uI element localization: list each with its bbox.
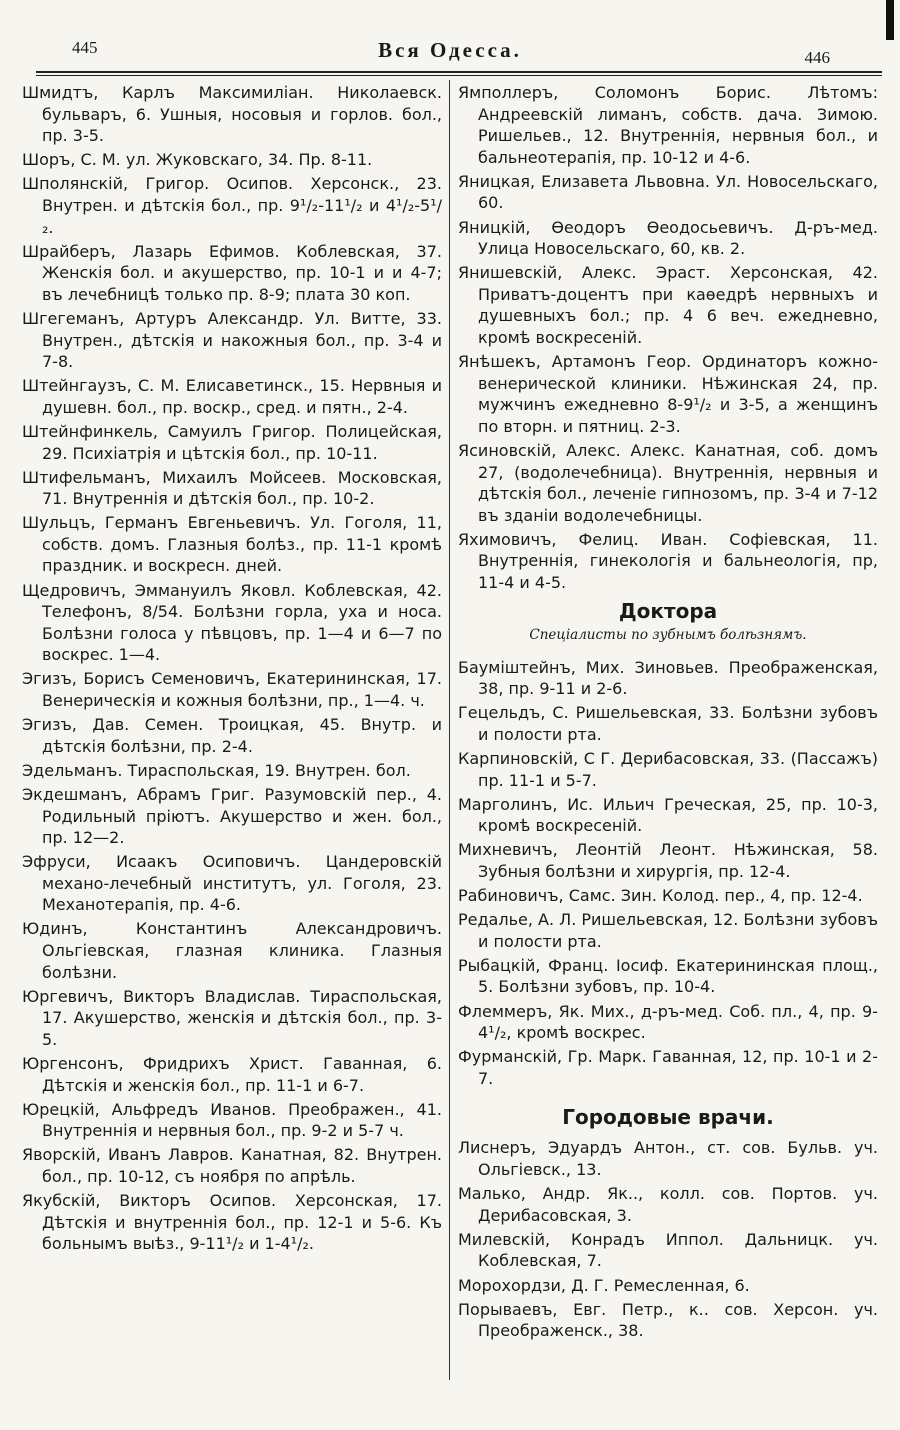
directory-entry: Штейнгаузъ, С. М. Елисаветинск., 15. Нервныя и душевн. бол., пр. воскр., сред. и пятн., 2-4. [22, 376, 442, 417]
directory-entry: Ямполлеръ, Соломонъ Борис. Лѣтомъ: Андреевскій лиманъ, собств. дача. Зимою. Ришельев., 12. Внутреннія, нервныя бол., и бальнеотерапія, пр. 10-12 и 4-6. [458, 83, 878, 167]
directory-entry: Карпиновскій, С Г. Дерибасовская, 33. (Пассажъ) пр. 11-1 и 5-7. [458, 749, 878, 790]
directory-entry: Экдешманъ, Абрамъ Григ. Разумовскій пер., 4. Родильный пріютъ. Акушерство и жен. бол., пр. 12—2. [22, 784, 442, 848]
section-title-city-doctors: Городовые врачи. [562, 1105, 774, 1130]
page-header [22, 30, 878, 70]
left-entry-list [22, 82, 442, 1255]
directory-entry: Порываевъ, Евг. Петр., к.. сов. Херсон. уч. Преображенск., 38. [458, 1299, 878, 1341]
directory-entry: Михневичъ, Леонтій Леонт. Нѣжинская, 58. Зубныя болѣзни и хирургія, пр. 12-4. [458, 840, 878, 881]
column-divider [449, 80, 450, 1380]
header-rule-thin [36, 75, 882, 76]
directory-entry: Юрецкій, Альфредъ Иванов. Преображен., 41. Внутреннія и нервныя бол., пр. 9-2 и 5-7 ч. [22, 1099, 442, 1141]
directory-entry: Эгизъ, Дав. Семен. Троицкая, 45. Внутр. и дѣтскія болѣзни, пр. 2-4. [22, 715, 442, 756]
directory-entry: Янѣшекъ, Артамонъ Геор. Ординаторъ кожно-венерической клиники. Нѣжинская 24, пр. мужчинъ ежедневно 8-9¹/₂ и 3-5, а женщинъ по вторн. и пятниц. 2-3. [458, 352, 878, 436]
directory-entry: Эдельманъ. Тираспольская, 19. Внутрен. бол. [22, 760, 411, 780]
directory-entry: Щедровичъ, Эммануилъ Яковл. Коблевская, 42. Телефонъ, 8/54. Болѣзни горла, уха и носа. Болѣзни голоса у пѣвцовъ, пр. 1—4 и 6—7 по воскрес. 1—4. [22, 580, 442, 665]
page-number-left: 445 [72, 38, 98, 57]
directory-entry: Эфруси, Исаакъ Осиповичъ. Цандеровскій механо-лечебный институтъ, ул. Гоголя, 23. Механотерапія, пр. 4-6. [22, 852, 442, 915]
section-subtitle-dentists: Спеціалисты по зубнымъ болѣзнямъ. [529, 626, 807, 643]
directory-entry: Флеммеръ, Як. Мих., д-ръ-мед. Соб. пл., 4, пр. 9-4¹/₂, кромѣ воскрес. [458, 1001, 878, 1043]
directory-entry: Штифельманъ, Михаилъ Мойсеев. Московская, 71. Внутреннія и дѣтскія бол., пр. 10-2. [22, 467, 442, 509]
directory-entry: Яницкая, Елизавета Львовна. Ул. Новосельскаго, 60. [458, 171, 878, 213]
directory-entry: Шульцъ, Германъ Евгеньевичъ. Ул. Гоголя, 11, собств. домъ. Глазныя болѣз., пр. 11-1 кромѣ праздник. и воскресн. дней. [22, 513, 442, 576]
directory-entry: Морохордзи, Д. Г. Ремесленная, 6. [458, 1275, 750, 1295]
directory-entry: Яницкій, Өеодоръ Өеодосьевичъ. Д-ръ-мед. Улица Новосельскаго, 60, кв. 2. [458, 217, 878, 259]
directory-entry: Шмидтъ, Карлъ Максимиліан. Николаевск. бульваръ, 6. Ушныя, носовыя и горлов. бол., пр. 3-5. [22, 83, 442, 146]
dentist-entry-list [458, 657, 878, 1090]
running-title: Вся Одесса. [378, 38, 522, 62]
right-column [458, 82, 878, 1344]
directory-entry: Эгизъ, Борисъ Семеновичъ, Екатерининская, 17. Венерическія и кожныя болѣзни, пр., 1—4. ч. [22, 669, 442, 711]
section-title-doctors: Доктора [618, 598, 718, 623]
right-entry-list [458, 82, 878, 594]
directory-entry: Юргенсонъ, Фридрихъ Христ. Гаванная, 6. Дѣтскія и женскія бол., пр. 11-1 и 6-7. [22, 1054, 442, 1095]
directory-entry: Марголинъ, Ис. Ильич Греческая, 25, пр. 10-3, кромѣ воскресеній. [458, 794, 878, 836]
directory-entry: Юргевичъ, Викторъ Владислав. Тираспольская, 17. Акушерство, женскія и дѣтскія бол., пр. 3-5. [22, 986, 442, 1049]
directory-entry: Яхимовичъ, Фелиц. Иван. Софіевская, 11. Внутреннія, гинекологія и бальнеологія, пр, 11-4 и 4-5. [458, 529, 878, 593]
directory-entry: Яворскій, Иванъ Лавров. Канатная, 82. Внутрен. бол., пр. 10-12, съ ноября по апрѣль. [22, 1145, 442, 1186]
directory-entry: Милевскій, Конрадъ Иппол. Дальницк. уч. Коблевская, 7. [458, 1229, 878, 1271]
page-number-right: 446 [804, 48, 830, 67]
directory-entry: Бауміштейнъ, Мих. Зиновьев. Преображенская, 38, пр. 9-11 и 2-6. [458, 657, 878, 699]
header-rule [36, 71, 882, 73]
directory-entry: Штейнфинкель, Самуилъ Григор. Полицейская, 29. Психіатрія и цѣтскія бол., пр. 10-11. [22, 421, 442, 463]
directory-entry: Якубскій, Викторъ Осипов. Херсонская, 17. Дѣтскія и внутреннія бол., пр. 12-1 и 5-6. Къ больнымъ выѣз., 9-11¹/₂ и 1-4¹/₂. [22, 1191, 442, 1254]
directory-entry: Шгегеманъ, Артуръ Александр. Ул. Витте, 33. Внутрен., дѣтскія и накожныя бол., пр. 3-4 и 7-8. [22, 308, 442, 372]
directory-entry: Рыбацкій, Франц. Іосиф. Екатерининская площ., 5. Болѣзни зубовъ, пр. 10-4. [458, 955, 878, 997]
directory-entry: Редалье, А. Л. Ришельевская, 12. Болѣзни зубовъ и полости рта. [458, 910, 878, 951]
directory-entry: Гецельдъ, С. Ришельевская, 33. Болѣзни зубовъ и полости рта. [458, 703, 878, 744]
directory-entry: Юдинъ, Константинъ Александровичъ. Ольгіевская, глазная клиника. Глазныя болѣзни. [22, 919, 442, 982]
directory-entry: Шоръ, С. М. ул. Жуковскаго, 34. Пр. 8-11. [22, 150, 373, 170]
directory-entry: Лиснеръ, Эдуардъ Антон., ст. сов. Бульв. уч. Ольгіевск., 13. [458, 1138, 878, 1180]
directory-entry: Шрайберъ, Лазарь Ефимов. Коблевская, 37. Женскія бол. и акушерство, пр. 10-1 и и 4-7; въ лечебницѣ только пр. 8-9; плата 30 коп. [22, 241, 442, 304]
page-edge-mark [886, 0, 894, 40]
directory-entry: Рабиновичъ, Самс. Зин. Колод. пер., 4, пр. 12-4. [458, 886, 863, 906]
directory-entry: Ясиновскій, Алекс. Алекс. Канатная, соб. домъ 27, (водолечебница). Внутреннія, нервныя и дѣтскія бол., леченіе гипнозомъ, пр. 3-4 и 7-12 въ зданіи водолечебницы. [458, 441, 878, 525]
directory-entry: Фурманскій, Гр. Марк. Гаванная, 12, пр. 10-1 и 2-7. [458, 1047, 878, 1088]
directory-entry: Шполянскій, Григор. Осипов. Херсонск., 23. Внутрен. и дѣтскія бол., пр. 9¹/₂-11¹/₂ и 4¹/₂-5¹/₂. [22, 174, 442, 237]
city-doctor-entry-list [458, 1137, 878, 1341]
directory-entry: Янишевскій, Алекс. Эраст. Херсонская, 42. Приватъ-доцентъ при каөедрѣ нервныхъ и душевныхъ бол.; пр. 4 6 веч. ежедневно, кромѣ воскресеній. [458, 263, 878, 348]
left-column [22, 82, 442, 1257]
directory-entry: Малько, Андр. Як.., колл. сов. Портов. уч. Дерибасовская, 3. [458, 1184, 878, 1225]
